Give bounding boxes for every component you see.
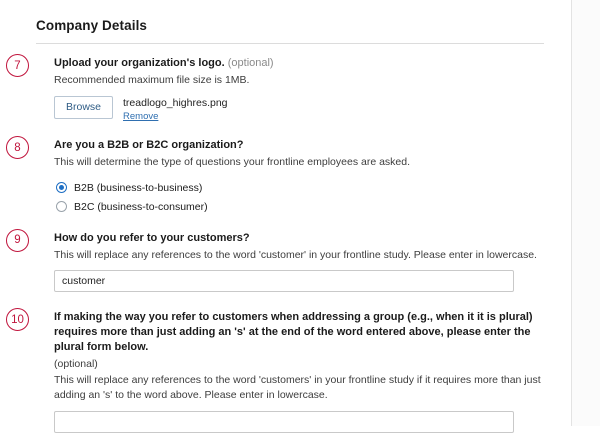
optional-tag: (optional) xyxy=(227,57,274,69)
question-number-badge: 10 xyxy=(6,308,29,331)
question-help-text: Recommended maximum file size is 1MB. xyxy=(54,73,250,86)
question-logo-upload xyxy=(14,56,544,123)
file-upload-row xyxy=(54,96,544,123)
file-info xyxy=(123,96,228,123)
question-org-type xyxy=(14,138,544,213)
radio-icon[interactable] xyxy=(56,182,67,193)
question-label xyxy=(54,56,544,71)
title-divider xyxy=(36,43,544,44)
question-help-text: This will determine the type of questions your frontline employees are asked. xyxy=(54,156,411,169)
question-help-text: This will replace any references to the word 'customer' in your frontline study. Please enter in lowercase. xyxy=(54,248,537,261)
question-number-badge: 8 xyxy=(6,136,29,159)
question-customer-term xyxy=(14,231,544,293)
page-title: Company Details xyxy=(36,18,148,33)
remove-file-link[interactable]: Remove xyxy=(123,111,159,123)
question-help-text: This will replace any references to the word 'customers' in your frontline study if it requires more than just adding an 's' to the word above. Please enter in lowercase. xyxy=(54,374,541,402)
customer-plural-term-input[interactable] xyxy=(54,411,514,433)
radio-option-b2b[interactable] xyxy=(56,182,544,194)
uploaded-file-name: treadlogo_highres.png xyxy=(123,96,228,109)
right-side-panel xyxy=(571,0,600,426)
optional-tag: (optional) xyxy=(54,357,98,370)
browse-button[interactable]: Browse xyxy=(54,96,113,120)
question-label: How do you refer to your customers? xyxy=(54,231,250,244)
customer-term-input[interactable] xyxy=(54,270,514,292)
org-type-radio-group xyxy=(54,182,544,213)
question-label-text: Upload your organization's logo. xyxy=(54,57,225,69)
question-number-badge: 9 xyxy=(6,229,29,252)
radio-option-label: B2B (business-to-business) xyxy=(74,181,203,194)
question-customer-plural-term xyxy=(11,310,544,433)
radio-option-b2c[interactable] xyxy=(56,201,544,213)
question-label: If making the way you refer to customers when addressing a group (e.g., when it it is plural) requires more than just adding an 's' at the end of the word entered above, please enter the plural form below. xyxy=(54,311,533,353)
radio-option-label: B2C (business-to-consumer) xyxy=(74,200,208,213)
radio-icon[interactable] xyxy=(56,201,67,212)
question-label: Are you a B2B or B2C organization? xyxy=(54,139,244,152)
question-number-badge: 7 xyxy=(6,54,29,77)
